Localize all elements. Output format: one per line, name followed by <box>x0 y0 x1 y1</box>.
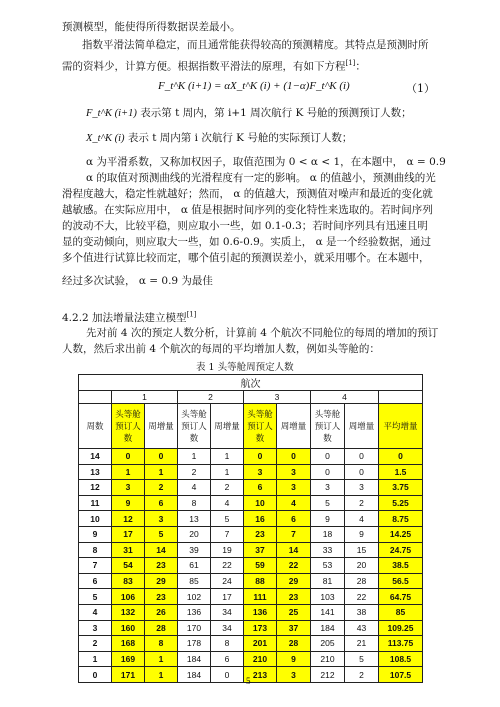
table-cell: 168 <box>112 636 145 652</box>
table-cell-week: 1 <box>79 651 112 667</box>
table-row <box>79 636 423 652</box>
table-cell: 0 <box>277 449 311 465</box>
table-cell: 18 <box>311 526 345 542</box>
table-cell: 7 <box>277 526 311 542</box>
table-cell: 132 <box>112 604 145 620</box>
table-cell: 4 <box>211 495 244 511</box>
table-cell: 3 <box>145 511 178 527</box>
table-cell-avg: 85 <box>379 604 423 620</box>
table-cell: 5 <box>145 526 178 542</box>
table-cell: 0 <box>244 449 277 465</box>
table-cell: 29 <box>145 573 178 589</box>
section-heading <box>62 310 196 325</box>
table-cell: 213 <box>244 667 277 683</box>
table-cell: 43 <box>345 620 379 636</box>
table-cell: 34 <box>211 620 244 636</box>
table-cell: 136 <box>178 604 211 620</box>
table-header-booked: 头等舱预订人数 <box>311 404 345 449</box>
table-cell: 10 <box>244 495 277 511</box>
table-cell-week: 11 <box>79 495 112 511</box>
table-cell: 103 <box>311 589 345 605</box>
table-cell: 16 <box>244 511 277 527</box>
table-cell: 3 <box>277 667 311 683</box>
table-cell: 1 <box>145 667 178 683</box>
table-header-booked: 头等舱预订人数 <box>178 404 211 449</box>
table-cell: 3 <box>277 464 311 480</box>
table-cell: 38 <box>345 604 379 620</box>
table-cell-week: 12 <box>79 480 112 496</box>
table-header-voyage-1: 1 <box>112 391 178 404</box>
table-cell: 4 <box>178 480 211 496</box>
table-cell: 1 <box>211 464 244 480</box>
definition-forecast-symbol: F_t^K (i+1) <box>86 108 137 119</box>
table-row <box>79 558 423 574</box>
table-cell: 1 <box>145 651 178 667</box>
table-row <box>79 511 423 527</box>
table-cell: 54 <box>112 558 145 574</box>
table-header-booked: 头等舱预订人数 <box>112 404 145 449</box>
table-cell: 1 <box>178 449 211 465</box>
table-cell: 9 <box>345 526 379 542</box>
para-line-3-text: 需的资料少，计算方便。根据指数平滑法的原理，有如下方程 <box>62 60 346 73</box>
table-cell: 24 <box>211 573 244 589</box>
table-cell-avg: 64.75 <box>379 589 423 605</box>
table-cell-week: 0 <box>79 667 112 683</box>
table-cell: 81 <box>311 573 345 589</box>
table-cell: 37 <box>244 542 277 558</box>
table-cell: 0 <box>211 667 244 683</box>
page-number: 5 <box>246 676 251 686</box>
table-cell-avg: 113.75 <box>379 636 423 652</box>
table-cell: 14 <box>277 542 311 558</box>
section-citation-ref: [1] <box>186 310 197 319</box>
table-header-inc: 周增量 <box>145 404 178 449</box>
bookings-table <box>78 374 423 683</box>
table-cell: 22 <box>211 558 244 574</box>
para-alpha-7: 多个值进行试算比较而定，哪个值引起的预测误差小，就采用哪个。在本题中， <box>62 252 430 264</box>
table-cell: 19 <box>211 542 244 558</box>
table-cell-avg: 109.25 <box>379 620 423 636</box>
table-cell: 25 <box>277 604 311 620</box>
table-cell: 23 <box>145 589 178 605</box>
table-row <box>79 573 423 589</box>
table-cell: 136 <box>244 604 277 620</box>
table-cell: 210 <box>244 651 277 667</box>
table-cell: 205 <box>311 636 345 652</box>
para-line-3 <box>62 56 366 74</box>
table-cell: 141 <box>311 604 345 620</box>
table-cell: 5 <box>211 511 244 527</box>
para-alpha-8: 经过多次试验， α = 0.9 为最佳 <box>62 275 213 287</box>
table-cell: 33 <box>311 542 345 558</box>
table-cell: 85 <box>178 573 211 589</box>
para-alpha-2: α 的取值对预测曲线的光滑程度有一定的影响。 α 的值越小，预测曲线的光 <box>86 172 436 184</box>
table-cell-week: 9 <box>79 526 112 542</box>
para-alpha-1: α 为平滑系数，又称加权因子，取值范围为 0 < α < 1，在本题中， α = 0.9 <box>86 156 446 168</box>
table-cell: 184 <box>178 667 211 683</box>
table-cell: 0 <box>311 449 345 465</box>
table-cell: 14 <box>145 542 178 558</box>
table-cell: 3 <box>244 464 277 480</box>
table-cell-week: 8 <box>79 542 112 558</box>
table-cell: 160 <box>112 620 145 636</box>
table-cell-avg: 5.25 <box>379 495 423 511</box>
table-cell: 2 <box>345 667 379 683</box>
table-cell: 170 <box>178 620 211 636</box>
table-header-inc: 周增量 <box>345 404 379 449</box>
table-header-voyage-2: 2 <box>178 391 244 404</box>
table-cell: 12 <box>112 511 145 527</box>
table-cell-avg: 107.5 <box>379 667 423 683</box>
table-cell: 4 <box>345 511 379 527</box>
table-cell: 171 <box>112 667 145 683</box>
table-cell: 28 <box>145 620 178 636</box>
definition-actual <box>86 131 352 146</box>
table-cell: 59 <box>244 558 277 574</box>
table-cell: 6 <box>145 495 178 511</box>
table-header-week: 周数 <box>79 404 112 449</box>
table-cell: 31 <box>112 542 145 558</box>
table-cell: 1 <box>211 449 244 465</box>
table-cell-avg: 0 <box>379 449 423 465</box>
table-cell: 9 <box>311 511 345 527</box>
table-cell: 3 <box>345 480 379 496</box>
table-cell: 0 <box>145 449 178 465</box>
table-cell: 178 <box>178 636 211 652</box>
table-cell: 22 <box>277 558 311 574</box>
table-cell: 106 <box>112 589 145 605</box>
table-row <box>79 464 423 480</box>
table-cell: 5 <box>345 651 379 667</box>
table-cell: 6 <box>277 511 311 527</box>
table-cell: 88 <box>244 573 277 589</box>
table-cell: 3 <box>112 480 145 496</box>
table-cell: 4 <box>277 495 311 511</box>
para-line-3-end: ： <box>355 60 366 73</box>
table-cell: 29 <box>277 573 311 589</box>
table-header-voyage-3: 3 <box>244 391 311 404</box>
table-cell: 6 <box>244 480 277 496</box>
para-alpha-3: 滑程度越大，稳定性就越好；然而， α 的值越大，预测值对噪声和最近的变化就 <box>62 188 433 200</box>
table-cell: 210 <box>311 651 345 667</box>
table-cell: 23 <box>244 526 277 542</box>
table-row <box>79 449 423 465</box>
para-alpha-6: 显的变动倾向，则应取大一些，如 0.6-0.9。实质上， α 是一个经验数据，通过 <box>62 236 432 248</box>
table-cell: 1 <box>112 464 145 480</box>
table-cell-week: 13 <box>79 464 112 480</box>
table-cell: 7 <box>211 526 244 542</box>
table-cell-week: 2 <box>79 636 112 652</box>
table-header-inc: 周增量 <box>277 404 311 449</box>
table-header-booked: 头等舱预订人数 <box>244 404 277 449</box>
table-row <box>79 480 423 496</box>
table-cell: 184 <box>178 651 211 667</box>
table-cell: 173 <box>244 620 277 636</box>
definition-forecast-text: 表示第 t 周内，第 i+1 周次航行 K 号舱的预测预订人数； <box>140 107 412 119</box>
table-cell-week: 10 <box>79 511 112 527</box>
table-cell-week: 4 <box>79 604 112 620</box>
table-cell: 0 <box>112 449 145 465</box>
table-cell: 2 <box>211 480 244 496</box>
table-cell: 2 <box>178 464 211 480</box>
table-cell-avg: 24.75 <box>379 542 423 558</box>
table-cell-week: 14 <box>79 449 112 465</box>
table-cell: 26 <box>145 604 178 620</box>
table-cell: 53 <box>311 558 345 574</box>
table-cell: 20 <box>345 558 379 574</box>
table-cell: 0 <box>345 449 379 465</box>
table-cell: 20 <box>178 526 211 542</box>
table-cell: 184 <box>311 620 345 636</box>
table-cell-avg: 8.75 <box>379 511 423 527</box>
table-cell: 22 <box>345 589 379 605</box>
table-caption: 表 1 头等舱周预定人数 <box>196 362 294 373</box>
table-row <box>79 620 423 636</box>
table-header-blank-right <box>379 391 423 404</box>
table-cell: 3 <box>277 480 311 496</box>
table-cell: 13 <box>178 511 211 527</box>
para-alpha-5: 的波动不大，比较平稳，则应取小一些，如 0.1-0.3；若时间序列具有迅速且明 <box>62 220 428 232</box>
table-cell: 28 <box>277 636 311 652</box>
table-cell-avg: 38.5 <box>379 558 423 574</box>
table-row <box>79 542 423 558</box>
table-cell: 34 <box>211 604 244 620</box>
table-cell-avg: 1.5 <box>379 464 423 480</box>
table-header-inc: 周增量 <box>211 404 244 449</box>
table-cell: 23 <box>277 589 311 605</box>
table-cell: 8 <box>211 636 244 652</box>
table-header-voyage: 航次 <box>79 375 423 391</box>
table-cell-week: 5 <box>79 589 112 605</box>
table-cell: 9 <box>277 651 311 667</box>
table-cell: 17 <box>211 589 244 605</box>
table-row <box>79 604 423 620</box>
table-cell: 6 <box>211 651 244 667</box>
table-cell-avg: 56.5 <box>379 573 423 589</box>
table-cell: 83 <box>112 573 145 589</box>
table-cell: 2 <box>345 495 379 511</box>
table-cell: 201 <box>244 636 277 652</box>
table-cell: 17 <box>112 526 145 542</box>
table-row <box>79 651 423 667</box>
definition-actual-text: 表示 t 周内第 i 次航行 K 号舱的实际预订人数； <box>127 132 353 144</box>
para-line-1: 预测模型，能使得所得数据误差最小。 <box>62 21 241 33</box>
section-para-2: 人数，然后求出前 4 个航次的每周的平均增加人数，例如头等舱的： <box>62 343 380 355</box>
table-cell: 8 <box>178 495 211 511</box>
table-cell: 3 <box>311 480 345 496</box>
definition-forecast <box>86 106 412 121</box>
table-cell: 28 <box>345 573 379 589</box>
equation-1: F_t^K (i+1) = αX_t^K (i) + (1−α)F_t^K (i) <box>158 80 350 92</box>
table-cell: 9 <box>112 495 145 511</box>
table-cell-week: 3 <box>79 620 112 636</box>
section-heading-text: 4.2.2 加法增量法建立模型 <box>62 312 187 324</box>
table-cell: 15 <box>345 542 379 558</box>
table-row <box>79 589 423 605</box>
para-alpha-4: 越敏感。在实际应用中， α 值是根据时间序列的变化特性来选取的。若时间序列 <box>62 204 433 216</box>
table-row <box>79 495 423 511</box>
equation-number: （1） <box>406 82 435 95</box>
table-cell: 39 <box>178 542 211 558</box>
table-cell: 212 <box>311 667 345 683</box>
definition-actual-symbol: X_t^K (i) <box>86 133 125 144</box>
citation-ref: [1] <box>345 59 356 67</box>
table-cell-avg: 3.75 <box>379 480 423 496</box>
table-cell: 1 <box>145 464 178 480</box>
table-body <box>79 449 423 683</box>
table-row <box>79 526 423 542</box>
table-cell: 0 <box>311 464 345 480</box>
table-cell: 37 <box>277 620 311 636</box>
table-cell-avg: 108.5 <box>379 651 423 667</box>
table-cell: 2 <box>145 480 178 496</box>
table-cell: 5 <box>311 495 345 511</box>
table-cell: 169 <box>112 651 145 667</box>
table-cell: 21 <box>345 636 379 652</box>
table-cell-week: 7 <box>79 558 112 574</box>
table-cell: 111 <box>244 589 277 605</box>
table-header-blank <box>79 391 112 404</box>
table-cell: 102 <box>178 589 211 605</box>
table-cell: 23 <box>145 558 178 574</box>
table-header-voyage-4: 4 <box>311 391 379 404</box>
table-cell-week: 6 <box>79 573 112 589</box>
table-cell: 0 <box>345 464 379 480</box>
table-cell-avg: 14.25 <box>379 526 423 542</box>
section-para-1: 先对前 4 次的预定人数分析，计算前 4 个航次不同舱位的每周的增加的预订 <box>86 327 439 339</box>
table-header-avg: 平均增量 <box>379 404 423 449</box>
table-cell: 8 <box>145 636 178 652</box>
para-line-2: 指数平滑法简单稳定，而且通常能获得较高的预测精度。其特点是预测时所 <box>82 39 429 51</box>
table-cell: 61 <box>178 558 211 574</box>
